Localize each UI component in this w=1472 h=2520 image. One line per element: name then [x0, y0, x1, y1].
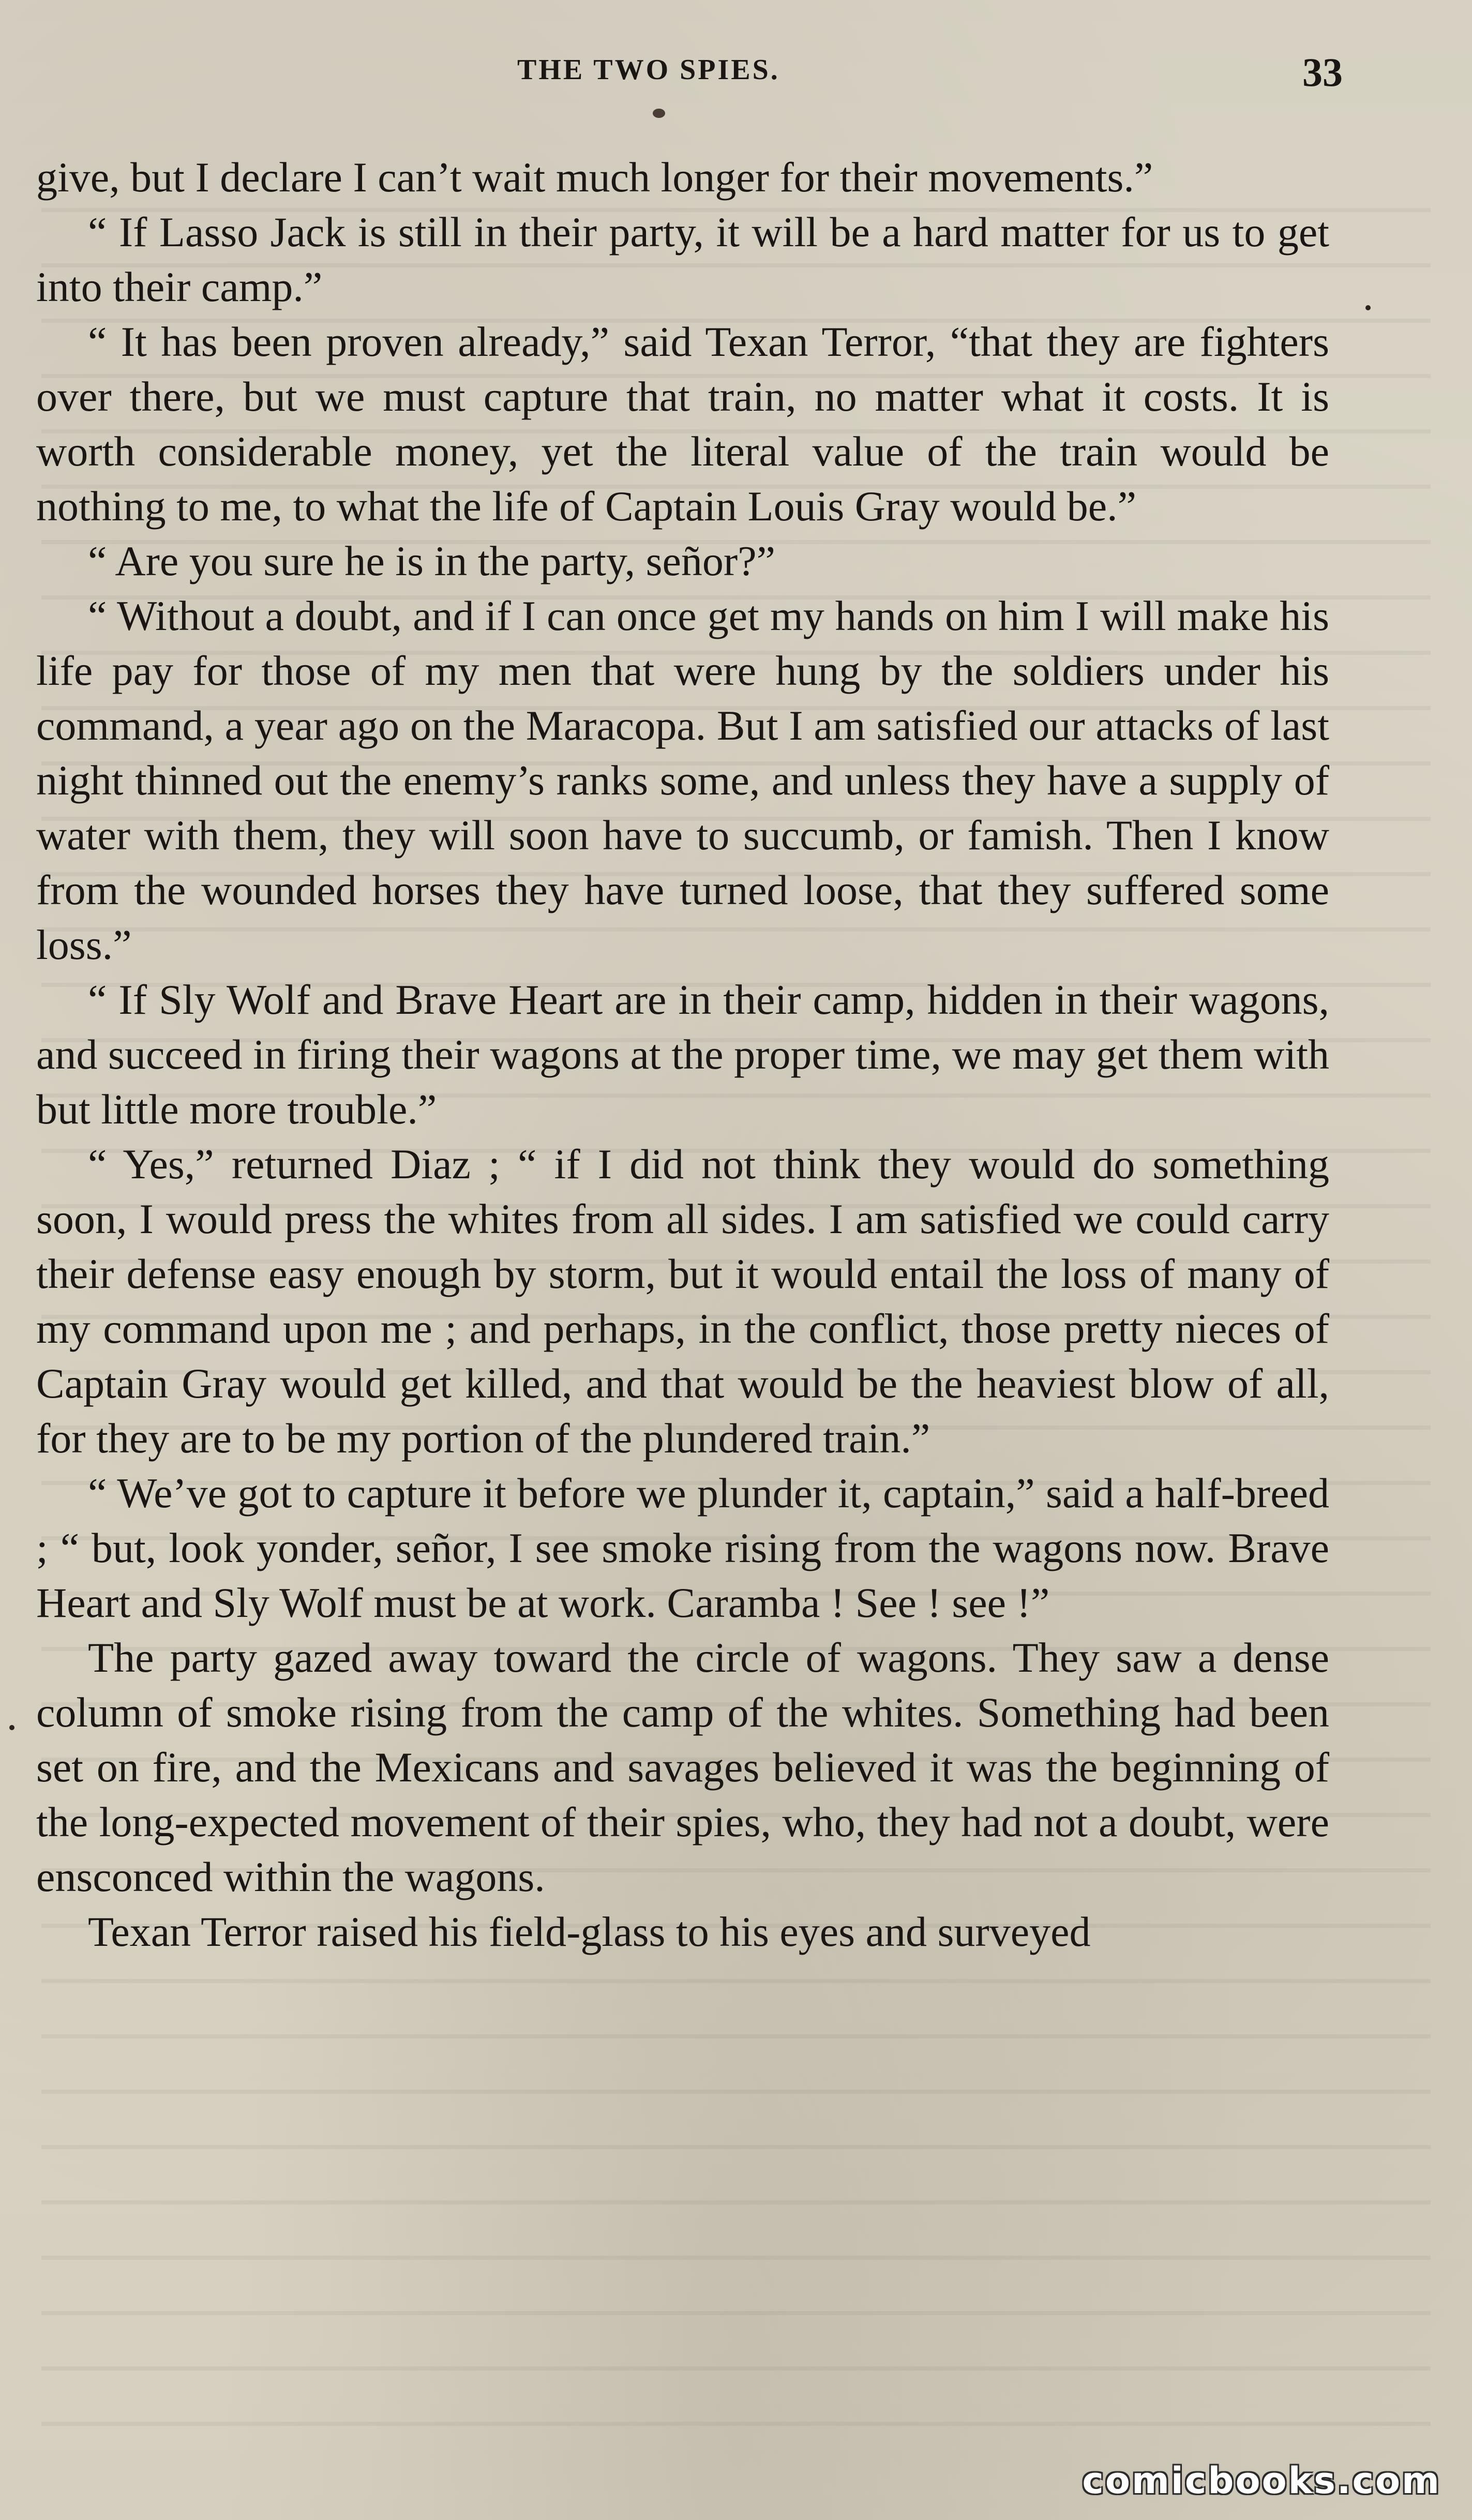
- ink-speck: [9, 1725, 14, 1730]
- paragraph: The party gazed away toward the circle of wagons. They saw a dense column of smoke rising from the camp of the whites. Something had been set on fire, and the Mexicans and savages believed it was the beginning of the long-expected movement of their spies, who, they had not a doubt, were ensconced within the wagons.: [36, 1634, 1329, 1900]
- watermark: comicbooks.com: [1082, 2459, 1441, 2502]
- paragraph: “ We’ve got to capture it before we plunder it, captain,” said a half-breed ; “ but, look yonder, señor, I see smoke rising from the wagons now. Brave Heart and Sly Wolf must be at work. Caramba ! See ! see !”: [36, 1469, 1329, 1626]
- ink-speck: [1365, 305, 1371, 310]
- paragraph: Texan Terror raised his field-glass to his eyes and surveyed: [88, 1908, 1091, 1955]
- header-ornament: [653, 109, 665, 118]
- running-title: THE TWO SPIES.: [517, 54, 780, 86]
- page-number: 33: [1302, 50, 1343, 95]
- paragraph: “ If Lasso Jack is still in their party, it will be a hard matter for us to get into their camp.”: [36, 208, 1329, 310]
- page-header: [0, 49, 1472, 111]
- paragraph: “ If Sly Wolf and Brave Heart are in their camp, hidden in their wagons, and succeed in firing their wagons at the proper time, we may get them with but little more trouble.”: [36, 976, 1329, 1133]
- paragraph: “ It has been proven already,” said Texan Terror, “that they are fighters over there, but we must capture that train, no matter what it costs. It is worth considerable money, yet the literal value of the train would be nothing to me, to what the life of Captain Louis Gray would be.”: [36, 318, 1329, 530]
- paragraph: “ Yes,” returned Diaz ; “ if I did not think they would do something soon, I would press the whites from all sides. I am satisfied we could carry their defense easy enough by storm, but it would entail the loss of many of my command upon me ; and perhaps, in the conflict, those pretty nieces of Captain Gray would get killed, and that would be the heaviest blow of all, for they are to be my portion of the plundered train.”: [36, 1141, 1329, 1462]
- paragraph: give, but I declare I can’t wait much longer for their movements.”: [36, 154, 1153, 201]
- paragraph: “ Without a doubt, and if I can once get my hands on him I will make his life pay for those of my men that were hung by the soldiers under his command, a year ago on the Maracopa. But I am satisfied our attacks of last night thinned out the enemy’s ranks some, and unless they have a supply of water with them, they will soon have to succumb, or famish. Then I know from the wounded horses they have turned loose, that they suffered some loss.”: [36, 592, 1329, 968]
- body-text: [36, 150, 1329, 1959]
- paragraph: “ Are you sure he is in the party, señor?”: [88, 537, 776, 584]
